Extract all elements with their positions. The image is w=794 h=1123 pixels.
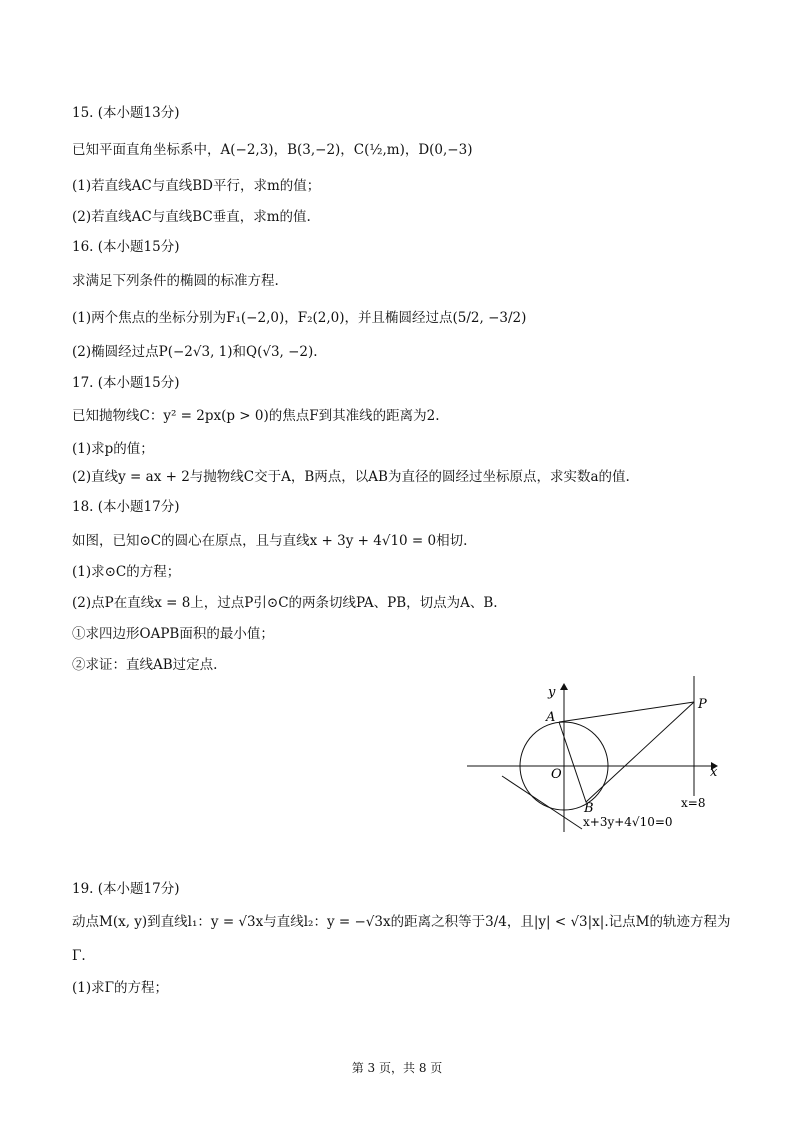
segment-ab — [559, 722, 586, 802]
q19-stem-cont: Γ. — [72, 948, 86, 964]
q19-header: 19. (本小题17分) — [72, 881, 180, 897]
q17-part2: (2)直线y = ax + 2与抛物线C交于A，B两点，以AB为直径的圆经过坐标原点，求实数a的值. — [72, 469, 630, 485]
q18-sub2: ②求证：直线AB过定点. — [72, 657, 218, 673]
segment-pb — [586, 702, 694, 802]
q15-part2: (2)若直线AC与直线BC垂直，求m的值. — [72, 209, 311, 225]
q17-stem: 已知抛物线C：y² = 2px(p > 0)的焦点F到其准线的距离为2. — [72, 408, 440, 424]
q18-header: 18. (本小题17分) — [72, 499, 180, 515]
q16-part2: (2)椭圆经过点P(−2√3, 1)和Q(√3, −2). — [72, 344, 318, 360]
q16-part1: (1)两个焦点的坐标分别为F₁(−2,0)，F₂(2,0)，并且椭圆经过点(5/2, −3/2) — [72, 310, 527, 326]
label-p: P — [698, 697, 707, 712]
q18-stem: 如图，已知⊙C的圆心在原点，且与直线x + 3y + 4√10 = 0相切. — [72, 533, 468, 549]
q18-part1: (1)求⊙C的方程； — [72, 564, 181, 580]
q16-stem: 求满足下列条件的椭圆的标准方程. — [72, 273, 279, 289]
label-a: A — [546, 710, 556, 725]
label-x: x — [710, 765, 718, 780]
label-b: B — [584, 801, 594, 816]
label-o: O — [551, 767, 562, 782]
label-tangent-line: x+3y+4√10=0 — [583, 815, 673, 829]
segment-pa — [559, 702, 694, 722]
label-x-equals-8: x=8 — [681, 796, 706, 810]
q17-header: 17. (本小题15分) — [72, 375, 180, 391]
page-footer: 第 3 页，共 8 页 — [351, 1061, 443, 1075]
q16-header: 16. (本小题15分) — [72, 239, 180, 255]
geometry-figure — [462, 674, 732, 836]
q18-part2: (2)点P在直线x = 8上，过点P引⊙C的两条切线PA、PB，切点为A、B. — [72, 595, 498, 611]
q17-part1: (1)求p的值； — [72, 441, 154, 457]
label-y: y — [548, 685, 556, 700]
q15-part1: (1)若直线AC与直线BD平行，求m的值； — [72, 178, 321, 194]
q19-stem: 动点M(x, y)到直线l₁：y = √3x与直线l₂：y = −√3x的距离之积等于3/4，且|y| < √3|x|.记点M的轨迹方程为 — [72, 914, 731, 930]
q19-part1: (1)求Γ的方程； — [72, 980, 168, 996]
tangent-line — [502, 776, 582, 829]
q18-sub1: ①求四边形OAPB面积的最小值； — [72, 626, 274, 642]
q15-stem: 已知平面直角坐标系中，A(−2,3)，B(3,−2)，C(½,m)，D(0,−3) — [72, 142, 473, 158]
q15-header: 15. (本小题13分) — [72, 105, 180, 121]
